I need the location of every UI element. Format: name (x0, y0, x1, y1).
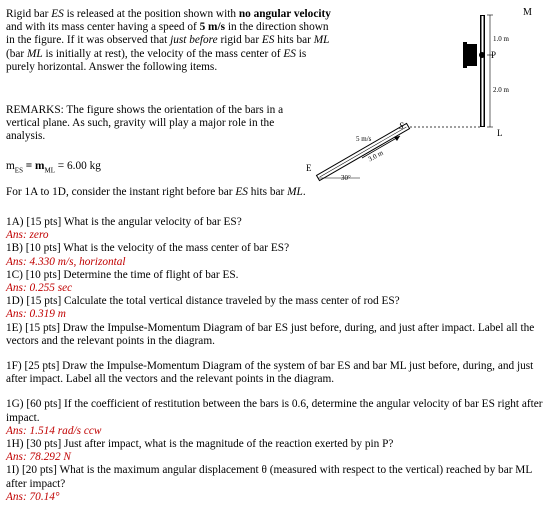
question-text: 1F) [25 pts] Draw the Impulse-Momentum Diagram of the system of bar ES and bar ML just before, during, and just after impact. Label all the vectors and the relevant points in the diagram. (6, 360, 534, 386)
question-item (6, 269, 550, 295)
label-angle: 30° (341, 174, 351, 182)
answer-text: Ans: zero (6, 229, 49, 242)
text: hits bar (274, 34, 314, 47)
spacer (6, 386, 550, 398)
label-2m: 2.0 m (493, 86, 509, 94)
label-e: E (306, 163, 312, 173)
label-3m: 3.0 m (366, 148, 385, 164)
bar-name: ES (51, 8, 64, 20)
text: is purely horizontal. Answer the following items. (6, 47, 307, 73)
question-item (6, 438, 550, 464)
pin-p (479, 52, 485, 58)
question-item (6, 464, 550, 504)
question-text: 1C) [10 pts] Determine the time of flight of bar ES. (6, 268, 239, 281)
question-text: 1A) [15 pts] What is the angular velocity of bar ES? (6, 216, 242, 228)
bar-name: ML (313, 34, 330, 47)
questions-list (6, 216, 550, 504)
text: hits bar (247, 186, 288, 198)
text: (bar (6, 47, 28, 60)
text: is released at the position shown with (63, 8, 239, 20)
bar-name: ES (283, 47, 296, 60)
remarks: REMARKS: The figure shows the orientation of the bars in a vertical plane. As such, gravity will play a major role in the analysis. (6, 104, 284, 143)
text: For 1A to 1D, consider the instant right before bar (6, 186, 236, 198)
emphasis: 5 m/s (199, 21, 225, 34)
label-p: P (491, 50, 497, 60)
bar-name: ML (287, 186, 303, 198)
emphasis: no angular velocity (238, 8, 331, 20)
label-1m: 1.0 m (493, 35, 509, 43)
text: Rigid bar (6, 8, 52, 20)
pin-support-wall (463, 42, 467, 68)
label-speed: 5 m/s (356, 135, 372, 143)
answer-text: Ans: 1.514 rad/s ccw (6, 424, 102, 437)
subscript: ES (14, 166, 23, 175)
answer-text: Ans: 78.292 N (6, 451, 71, 464)
label-s: S (399, 121, 404, 131)
text: and with its mass center having a speed of (6, 21, 200, 34)
question-text: 1G) [60 pts] If the coefficient of restitution between the bars is 0.6, determine the angular velocity of bar ES right after impact. (6, 398, 543, 424)
text: rigid bar (217, 34, 262, 47)
spacer (6, 348, 550, 360)
bar-name: ES (235, 186, 248, 198)
answer-text: Ans: 70.14° (6, 490, 60, 503)
bar-ml-highlight (482, 16, 484, 126)
text: . (302, 186, 306, 198)
text: is initially at rest), the velocity of the mass center of (42, 47, 284, 60)
question-text: 1E) [15 pts] Draw the Impulse-Momentum Diagram of bar ES just before, during, and just after impact. Label all the vectors and the relevant points in the diagram. (6, 321, 535, 347)
question-item (6, 295, 550, 321)
question-text: 1D) [15 pts] Calculate the total vertical distance traveled by the mass center of rod ES? (6, 295, 400, 308)
subscript: ML (44, 166, 55, 175)
label-m: M (523, 7, 532, 18)
question-item (6, 398, 550, 438)
answer-text: Ans: 0.255 sec (6, 282, 73, 295)
question-text: 1B) [10 pts] What is the velocity of the mass center of bar ES? (6, 242, 290, 255)
question-item (6, 216, 550, 242)
text: in the direction shown in the figure. If it was observed that (6, 21, 329, 47)
text: = m (22, 160, 45, 172)
bar-name: ES (261, 34, 275, 47)
figure (0, 0, 555, 200)
question-text: 1I) [20 pts] What is the maximum angular displacement θ (measured with respect to the vertical) reached by bar ML after impact? (6, 464, 532, 490)
answer-text: Ans: 0.319 m (6, 308, 66, 321)
question-item (6, 242, 550, 268)
text: m (6, 160, 15, 172)
question-item (6, 360, 550, 386)
question-text: 1H) [30 pts] Just after impact, what is the magnitude of the reaction exerted by pin P? (6, 438, 394, 451)
text: = 6.00 kg (54, 160, 101, 172)
emphasis: just before (170, 34, 218, 47)
bar-name: ML (27, 47, 43, 60)
label-l: L (497, 128, 503, 138)
answer-text: Ans: 4.330 m/s, horizontal (6, 255, 126, 268)
question-item (6, 322, 550, 348)
